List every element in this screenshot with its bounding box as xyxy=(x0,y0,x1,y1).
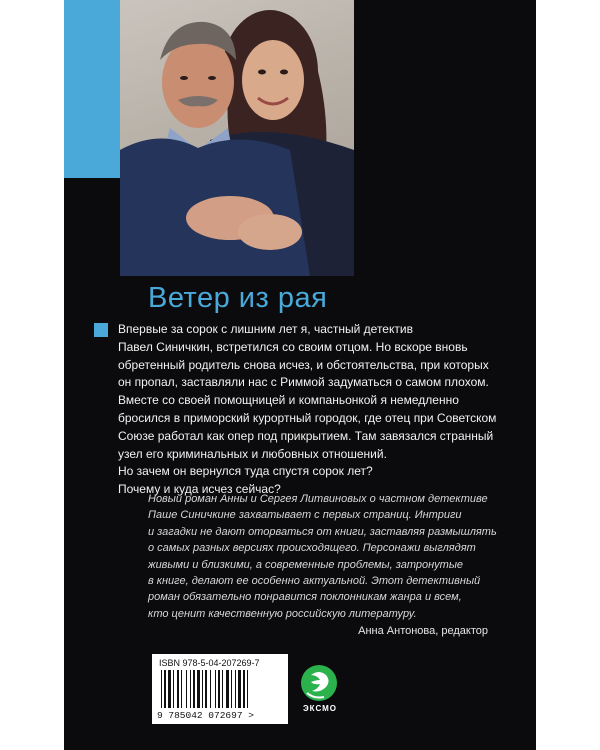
authors-photo xyxy=(120,0,354,276)
book-title: Ветер из рая xyxy=(148,282,328,314)
review-line: в книге, делают ее особенно актуальной. Этот детективный xyxy=(148,575,481,588)
synopsis-line: Павел Синичкин, встретился со своим отцом. Но вскоре вновь xyxy=(118,339,468,354)
book-back-cover xyxy=(64,0,536,750)
eksmo-logo-icon xyxy=(300,663,338,703)
review-line: о самых разных версиях происходящего. Персонажи выглядят xyxy=(148,542,476,555)
editor-review xyxy=(148,491,518,639)
synopsis xyxy=(118,321,518,499)
barcode-block xyxy=(152,654,288,724)
review-line: Новый роман Анны и Сергея Литвиновых о частном детективе xyxy=(148,493,488,505)
synopsis-line: Почему и куда исчез сейчас? xyxy=(118,482,281,497)
authors-photo-icon xyxy=(120,0,354,276)
synopsis-line: Впервые за сорок с лишним лет я, частный детектив xyxy=(118,322,413,336)
isbn-text: ISBN 978-5-04-207269-7 xyxy=(159,658,260,668)
synopsis-line: обретенный родитель снова исчез, и обстоятельства, при которых xyxy=(118,357,489,372)
review-line: Паше Синичкине захватывает с первых страниц. Интриги xyxy=(148,509,462,522)
synopsis-line: Вместе со своей помощницей и компаньонкой я немедленно xyxy=(118,393,459,408)
synopsis-line: Но зачем он вернулся туда спустя сорок лет? xyxy=(118,464,373,479)
barcode-number: 9 785042 072697 > xyxy=(157,710,254,721)
review-line: роман обязательно понравится поклонникам жанра и всем, xyxy=(148,591,462,604)
synopsis-line: узел его криминальных и любовных отношений. xyxy=(118,446,387,461)
synopsis-line: он пропал, заставляли нас с Риммой задуматься о самом плохом. xyxy=(118,375,489,390)
review-signature: Анна Антонова, редактор xyxy=(358,625,488,638)
barcode-icon xyxy=(159,670,281,710)
review-line: живыми и близкими, а современные проблемы, затронутые xyxy=(148,558,464,571)
publisher-name: ЭКСМО xyxy=(302,704,338,713)
synopsis-line: Союзе работал как опер под прикрытием. Там завязался странный xyxy=(118,428,494,443)
synopsis-marker xyxy=(94,323,108,337)
review-line: и загадки не дают оторваться от книги, заставляя размышлять xyxy=(148,525,497,538)
review-line: кто ценит качественную российскую литературу. xyxy=(148,607,417,620)
synopsis-line: бросился в приморский курортный городок, где отец при Советском xyxy=(118,410,497,425)
accent-block xyxy=(64,0,120,178)
